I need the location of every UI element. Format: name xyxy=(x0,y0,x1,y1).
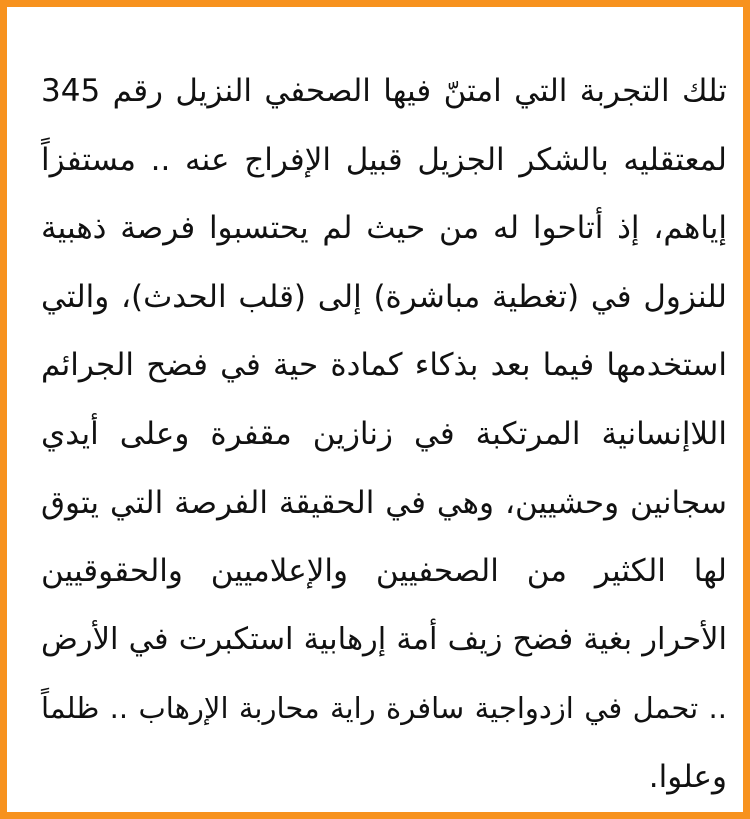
text-line: اللاإنسانية المرتكبة في زنازين مقفرة وعلى أيدي xyxy=(41,415,727,452)
text-line: لمعتقليه بالشكر الجزيل قبيل الإفراج عنه .. مستفزاً xyxy=(41,141,727,178)
text-line: لها الكثير من الصحفيين والإعلاميين والحقوقيين xyxy=(41,553,727,590)
text-line: تلك التجربة التي امتنّ فيها الصحفي النزيل رقم 345 xyxy=(41,73,727,109)
text-line: استخدمها فيما بعد بذكاء كمادة حية في فضح الجرائم xyxy=(41,347,727,384)
text-line: إياهم، إذ أتاحوا له من حيث لم يحتسبوا فرصة ذهبية xyxy=(41,210,727,247)
text-line: .. تحمل في ازدواجية سافرة راية محاربة الإرهاب .. ظلماً xyxy=(41,691,727,726)
article-paragraph xyxy=(41,57,727,812)
text-line: للنزول في (تغطية مباشرة) إلى (قلب الحدث)، والتي xyxy=(41,278,727,315)
text-line-last: وعلوا. xyxy=(648,758,727,795)
text-line: الأحرار بغية فضح زيف أمة إرهابية استكبرت في الأرض xyxy=(41,621,727,657)
text-line: سجانين وحشيين، وهي في الحقيقة الفرصة التي يتوق xyxy=(41,484,727,521)
